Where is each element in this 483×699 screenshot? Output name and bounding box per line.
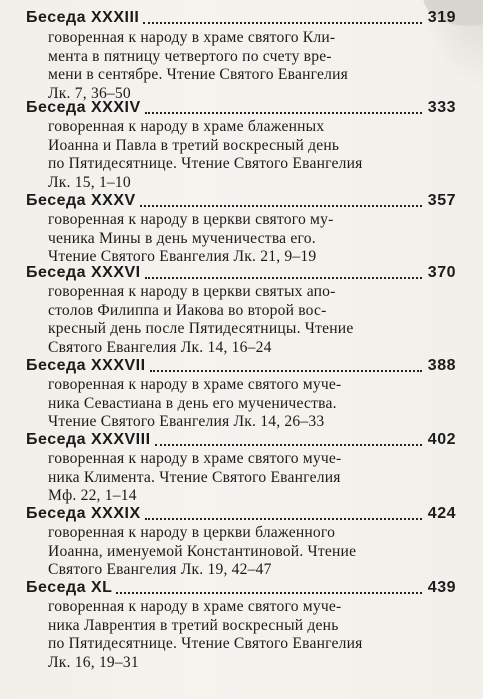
entry-title: Беседа XXXIII <box>26 9 140 26</box>
entry-page-number: 370 <box>427 264 456 281</box>
description-line: ника Климента. Чтение Святого Евангелия <box>48 468 341 486</box>
entry-heading <box>26 187 456 211</box>
description-line: Лк. 16, 19–31 <box>48 653 139 671</box>
entry-heading <box>26 4 456 28</box>
description-line: ника Севастиана в день его мученичества. <box>48 394 337 412</box>
description-line: ченика Мины в день мученичества его. <box>48 229 316 247</box>
description-line: кресный день после Пятидесятницы. Чтение <box>48 320 354 338</box>
dot-leader <box>140 205 422 207</box>
entry-description <box>48 29 458 103</box>
description-line: говоренная к народу в храме святого муче- <box>48 450 342 467</box>
dot-leader <box>155 444 422 446</box>
entry-title: Беседа XL <box>26 579 113 596</box>
dot-leader <box>145 277 422 279</box>
description-line: Чтение Святого Евангелия Лк. 14, 26–33 <box>48 413 325 431</box>
entry-page-number: 388 <box>427 357 456 374</box>
entry-heading <box>26 500 456 524</box>
entry-heading <box>26 94 456 118</box>
dot-leader <box>150 370 422 372</box>
description-line: Святого Евангелия Лк. 19, 42–47 <box>48 561 272 579</box>
entry-description <box>48 450 458 506</box>
entry-heading <box>26 426 456 450</box>
description-line: говоренная к народу в церкви святых апо- <box>48 283 336 300</box>
description-line: говоренная к народу в церкви святого му- <box>48 211 334 228</box>
description-line: мени в сентябре. Чтение Святого Евангелия <box>48 66 349 84</box>
entry-title: Беседа XXXIV <box>26 99 141 116</box>
entry-page-number: 333 <box>427 99 456 116</box>
description-line: говоренная к народу в храме блаженных <box>48 118 325 135</box>
description-line: говоренная к народу в церкви блаженного <box>48 524 336 541</box>
description-line: говоренная к народу в храме святого муче- <box>48 598 342 615</box>
dot-leader <box>145 112 422 114</box>
entry-title: Беседа XXXVI <box>26 264 141 281</box>
description-line: Иоанна и Павла в третий воскресный день <box>48 136 340 154</box>
description-line: Чтение Святого Евангелия Лк. 21, 9–19 <box>48 248 317 266</box>
entry-page-number: 357 <box>427 192 456 209</box>
entry-heading <box>26 574 456 598</box>
description-line: по Пятидесятнице. Чтение Святого Евангелия <box>48 155 363 173</box>
description-line: Мф. 22, 1–14 <box>48 487 137 505</box>
entry-title: Беседа XXXVIII <box>26 431 151 448</box>
description-line: Иоанна, именуемой Константиновой. Чтение <box>48 542 357 560</box>
entry-description <box>48 376 458 432</box>
entry-description <box>48 118 458 192</box>
entry-description <box>48 598 458 672</box>
entry-description <box>48 524 458 580</box>
entry-page-number: 402 <box>427 431 456 448</box>
description-line: Святого Евангелия Лк. 14, 16–24 <box>48 338 272 356</box>
description-line: Лк. 15, 1–10 <box>48 173 131 191</box>
description-line: мента в пятницу четвертого по счету вре- <box>48 47 332 65</box>
dot-leader <box>143 22 421 24</box>
description-line: говоренная к народу в храме святого Кли- <box>48 29 336 46</box>
entry-title: Беседа XXXV <box>26 192 136 209</box>
dot-leader <box>145 518 422 520</box>
description-line: Лк. 7, 36–50 <box>48 84 131 102</box>
description-line: столов Филиппа и Иакова во второй вос- <box>48 301 327 319</box>
entry-title: Беседа XXXVII <box>26 357 146 374</box>
entry-page-number: 424 <box>427 505 456 522</box>
entry-heading <box>26 352 456 376</box>
description-line: ника Лаврентия в третий воскресный день <box>48 616 339 634</box>
entry-page-number: 319 <box>427 9 456 26</box>
description-line: говоренная к народу в храме святого муче- <box>48 376 342 393</box>
entry-description <box>48 283 458 357</box>
entry-title: Беседа XXXIX <box>26 505 141 522</box>
dot-leader <box>116 592 421 594</box>
entry-page-number: 439 <box>427 579 456 596</box>
entry-heading <box>26 259 456 283</box>
description-line: по Пятидесятнице. Чтение Святого Евангелия <box>48 635 363 653</box>
